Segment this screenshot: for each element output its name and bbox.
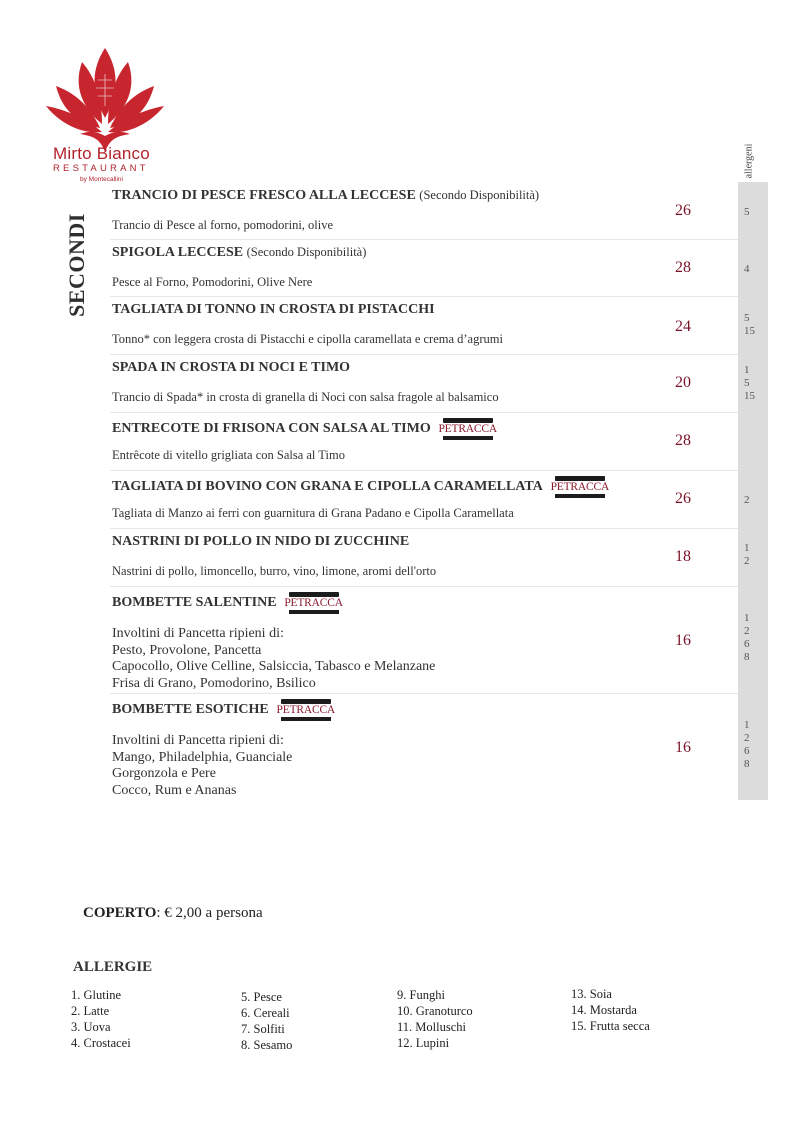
- supplier-logo-text: PETRACCA: [284, 597, 343, 609]
- dish-allergens: [738, 263, 758, 276]
- dish-price: 28: [675, 432, 691, 449]
- allergy-legend-item: 4. Crostacei: [71, 1036, 131, 1050]
- dish-description-line: Nastrini di pollo, limoncello, burro, vino, limone, aromi dell'orto: [112, 564, 437, 578]
- dish-price: 20: [675, 374, 691, 391]
- dish-row: [110, 354, 755, 413]
- dish-description: [112, 332, 503, 347]
- dish-description-line: Trancio di Pesce al forno, pomodorini, olive: [112, 218, 334, 232]
- allergen-code: 2: [744, 732, 750, 744]
- dish-allergens: [738, 719, 758, 771]
- allergy-legend-item: 7. Solfiti: [241, 1022, 285, 1036]
- supplier-logo-text: PETRACCA: [276, 704, 336, 716]
- allergy-legend-item: 6. Cereali: [241, 1006, 290, 1020]
- allergy-legend-item: 12. Lupini: [397, 1036, 450, 1050]
- dish-price: 18: [675, 548, 691, 565]
- allergen-code: 2: [744, 555, 750, 567]
- dish-description-line: Involtini di Pancetta ripieni di:: [112, 626, 284, 641]
- allergy-legend-item: 1. Glutine: [71, 988, 121, 1002]
- allergy-legend-title: ALLERGIE: [73, 959, 153, 975]
- allergen-code: 2: [744, 625, 750, 637]
- brand-name: Mirto Bianco: [53, 144, 150, 163]
- dish-price: 16: [675, 632, 691, 649]
- dish-name: [112, 360, 350, 376]
- dish-name-text: ENTRECOTE DI FRISONA CON SALSA AL TIMO: [112, 421, 431, 437]
- dish-description-line: Capocollo, Olive Celline, Salsiccia, Tabasco e Melanzane: [112, 659, 436, 674]
- allergen-code: 8: [744, 651, 750, 663]
- cover-charge-label: COPERTO: [83, 905, 157, 921]
- allergen-code: 5: [744, 312, 750, 324]
- allergen-code: 5: [744, 206, 750, 218]
- allergen-code: 6: [744, 745, 750, 757]
- dish-price: 26: [675, 490, 691, 507]
- supplier-logo-icon: [283, 592, 345, 614]
- dish-name: [112, 476, 611, 498]
- dish-price: 26: [675, 202, 691, 219]
- allergen-code: 5: [744, 377, 750, 389]
- dish-row: [110, 528, 750, 587]
- allergy-legend-item: 11. Molluschi: [397, 1020, 466, 1034]
- dish-description-line: Pesce al Forno, Pomodorini, Olive Nere: [112, 275, 313, 289]
- allergy-legend-column: [571, 986, 650, 1034]
- dish-description-line: Frisa di Grano, Pomodorino, Bsilico: [112, 675, 316, 691]
- allergy-legend-item: 14. Mostarda: [571, 1003, 637, 1017]
- dish-description-line: Involtini di Pancetta ripieni di:: [112, 733, 284, 748]
- dish-price: 16: [675, 739, 691, 756]
- allergy-legend-column: [397, 987, 473, 1051]
- dish-allergens: [738, 364, 758, 403]
- allergens-header: [738, 140, 760, 182]
- dish-price: 28: [675, 259, 691, 276]
- allergy-legend-item: 13. Soia: [571, 987, 612, 1001]
- dish-row: [110, 693, 750, 800]
- dish-description: [112, 218, 333, 233]
- allergy-legend-item: 15. Frutta secca: [571, 1019, 650, 1033]
- allergy-legend-column: [241, 989, 292, 1053]
- section-title-text: SECONDI: [64, 213, 89, 317]
- dish-description-line: Tonno* con leggera crosta di Pistacchi e cipolla caramellata e crema d’agrumi: [112, 332, 503, 346]
- dish-name-text: SPADA IN CROSTA DI NOCI E TIMO: [112, 360, 351, 375]
- dish-row: [110, 586, 750, 694]
- section-title: [62, 205, 92, 325]
- dish-name: [112, 592, 345, 614]
- dish-description-line: Pesto, Provolone, Pancetta: [112, 642, 262, 658]
- supplier-logo-icon: [437, 418, 499, 440]
- dish-name-text: BOMBETTE SALENTINE: [112, 595, 277, 611]
- dish-name-text: BOMBETTE ESOTICHE: [112, 702, 269, 718]
- dish-description: [112, 626, 435, 692]
- allergen-code: 1: [744, 542, 750, 554]
- allergens-header-text: allergeni: [743, 143, 755, 179]
- dish-name-text: TAGLIATA DI TONNO IN CROSTA DI PISTACCHI: [112, 302, 435, 317]
- allergen-code: 1: [744, 719, 750, 731]
- allergen-code: 2: [744, 494, 750, 506]
- dish-row: [110, 470, 750, 529]
- dish-name-text: TRANCIO DI PESCE FRESCO ALLA LECCESE: [112, 188, 416, 203]
- allergen-code: 4: [744, 263, 750, 275]
- dish-description: [112, 275, 312, 290]
- allergen-code: 8: [744, 758, 750, 770]
- allergen-code: 15: [744, 390, 755, 402]
- dish-name: [112, 699, 337, 721]
- dish-note: (Secondo Disponibilità): [246, 245, 367, 259]
- dish-name-text: SPIGOLA LECCESE: [112, 245, 244, 260]
- dish-name: [112, 302, 435, 318]
- dish-description: [112, 733, 292, 799]
- dish-allergens: [738, 206, 758, 219]
- allergen-code: 6: [744, 638, 750, 650]
- dish-description: [112, 448, 345, 463]
- dish-row: [110, 182, 750, 240]
- cover-charge: [83, 905, 263, 922]
- cover-charge-value: : € 2,00 a persona: [156, 905, 263, 921]
- dish-description-line: Cocco, Rum e Ananas: [112, 782, 237, 798]
- allergy-legend-item: 8. Sesamo: [241, 1038, 293, 1052]
- dish-description-line: Mango, Philadelphia, Guanciale: [112, 749, 293, 765]
- supplier-logo-text: PETRACCA: [438, 423, 497, 435]
- dish-row: [110, 296, 755, 355]
- allergy-legend-column: [71, 987, 131, 1051]
- allergy-legend-item: 5. Pesce: [241, 990, 282, 1004]
- dish-allergens: [738, 312, 758, 338]
- dish-description: [112, 564, 436, 579]
- allergy-legend-item: 10. Granoturco: [397, 1004, 473, 1018]
- supplier-logo-text: PETRACCA: [550, 481, 610, 493]
- dish-name: [112, 188, 539, 204]
- dish-row: [110, 239, 750, 297]
- dish-row: [110, 412, 738, 471]
- allergen-code: 1: [744, 612, 750, 624]
- dish-allergens: [738, 494, 758, 507]
- dish-description-line: Entrêcote di vitello grigliata con Salsa al Timo: [112, 448, 345, 462]
- dish-description-line: Trancio di Spada* in crosta di granella di Noci con salsa fragole al balsamico: [112, 390, 499, 404]
- dish-note: (Secondo Disponibilità): [419, 188, 540, 202]
- dish-description-line: Gorgonzola e Pere: [112, 766, 216, 781]
- dish-description: [112, 506, 514, 521]
- dish-allergens: [738, 542, 758, 568]
- dish-description-line: Tagliata di Manzo ai ferri con guarnitura di Grana Padano e Cipolla Caramellata: [112, 506, 514, 520]
- supplier-logo-icon: [549, 476, 611, 498]
- brand-subtitle: RESTAURANT: [53, 163, 149, 174]
- allergy-legend-item: 3. Uova: [71, 1020, 111, 1034]
- dish-name-text: NASTRINI DI POLLO IN NIDO DI ZUCCHINE: [112, 534, 410, 549]
- dish-description: [112, 390, 499, 405]
- dish-name-text: TAGLIATA DI BOVINO CON GRANA E CIPOLLA CARAMELLATA: [112, 479, 543, 495]
- dish-name: [112, 245, 366, 261]
- allergen-code: 15: [744, 325, 755, 337]
- supplier-logo-icon: [275, 699, 337, 721]
- dish-allergens: [738, 612, 758, 664]
- dish-price: 24: [675, 318, 691, 335]
- allergy-legend-item: 2. Latte: [71, 1004, 110, 1018]
- dish-name: [112, 534, 409, 550]
- allergy-legend-item: 9. Funghi: [397, 988, 445, 1002]
- allergen-code: 1: [744, 364, 750, 376]
- brand-by-line: by Montecallini: [80, 176, 123, 183]
- dish-name: [112, 418, 499, 440]
